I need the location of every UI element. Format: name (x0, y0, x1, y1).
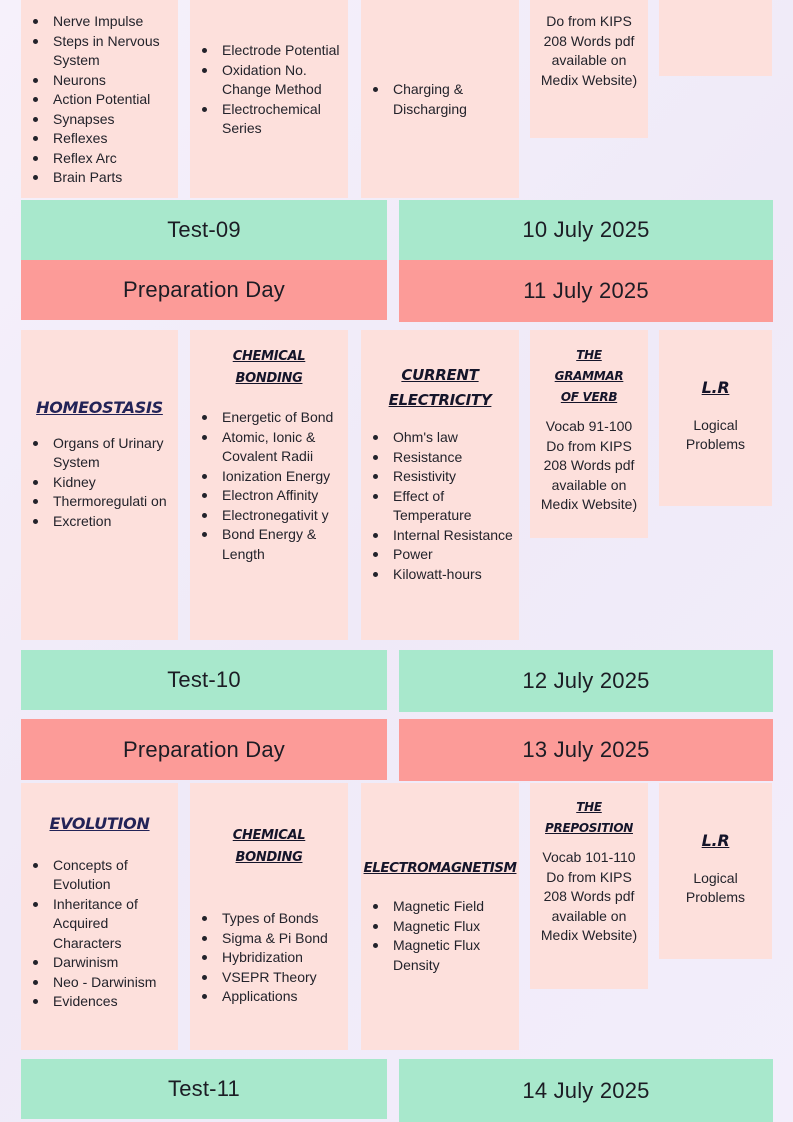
date-bar (399, 719, 773, 781)
topic-heading: CHEMICAL (232, 349, 306, 364)
chem-card (190, 330, 348, 640)
eng-vocab-text: Do from KIPS 208 Words pdf available on Medix Website) (540, 13, 638, 88)
list-item: Sigma & Pi Bond (222, 929, 348, 949)
eng-card (530, 783, 648, 989)
chem-topic-list (190, 41, 348, 139)
phys-topic-list (361, 897, 519, 975)
list-item: Darwinism (53, 953, 178, 973)
list-item: VSEPR Theory (222, 968, 348, 988)
list-item: Charging & Discharging (393, 80, 519, 119)
test-11-bar (21, 1059, 387, 1119)
list-item: Bond Energy & Length (222, 525, 348, 564)
date-label: 11 July 2025 (523, 278, 649, 303)
list-item: Electron Affinity (222, 486, 348, 506)
topic-heading: BONDING (235, 850, 303, 865)
date-label: 14 July 2025 (522, 1077, 650, 1103)
list-item: Nerve Impulse (53, 12, 178, 32)
bio-card-top (21, 0, 178, 198)
list-item: Magnetic Field (393, 897, 519, 917)
prep-label: Preparation Day (123, 277, 285, 302)
list-item: Reflexes (53, 129, 178, 149)
list-item: Brain Parts (53, 168, 178, 188)
date-bar (399, 200, 773, 260)
topic-heading: L.R (701, 831, 730, 850)
list-item: Electrochemical Series (222, 100, 348, 139)
list-item: Ohm's law (393, 428, 519, 448)
list-item: Oxidation No. Change Method (222, 61, 348, 100)
list-item: Kilowatt-hours (393, 565, 519, 585)
list-item: Applications (222, 987, 348, 1007)
list-item: Evidences (53, 992, 178, 1012)
chem-card-top (190, 0, 348, 198)
list-item: Thermoregulati on (53, 492, 178, 512)
list-item: Magnetic Flux Density (393, 936, 519, 975)
phys-card (361, 330, 519, 640)
topic-heading: THE (576, 800, 602, 814)
date-label: 12 July 2025 (522, 668, 650, 693)
list-item: Excretion (53, 512, 178, 532)
bio-card (21, 783, 178, 1050)
topic-heading: THE GRAMMAR (554, 348, 624, 383)
eng-vocab-text: Vocab 101-110 Do from KIPS 208 Words pdf available on Medix Website) (540, 849, 638, 943)
phys-topic-list (361, 428, 519, 584)
list-item: Hybridization (222, 948, 348, 968)
prep-label: Preparation Day (123, 736, 285, 762)
list-item: Electronegativit y (222, 506, 348, 526)
phys-topic-list (361, 80, 519, 119)
list-item: Magnetic Flux (393, 917, 519, 937)
topic-heading: EVOLUTION (49, 814, 150, 833)
lr-text: Logical Problems (685, 869, 746, 905)
bio-topic-list (21, 856, 178, 1012)
lr-card-top (659, 0, 772, 76)
list-item: Neo - Darwinism (53, 973, 178, 993)
list-item: Types of Bonds (222, 909, 348, 929)
list-item: Concepts of Evolution (53, 856, 178, 895)
list-item: Organs of Urinary System (53, 434, 178, 473)
topic-heading: ELECTRICITY (388, 391, 492, 409)
topic-heading: PREPOSITION (545, 821, 633, 835)
list-item: Kidney (53, 473, 178, 493)
phys-card-top (361, 0, 519, 198)
eng-card-top (530, 0, 648, 138)
list-item: Energetic of Bond (222, 408, 348, 428)
test-09-bar (21, 200, 387, 260)
bio-topic-list (21, 12, 178, 188)
list-item: Inheritance of Acquired Characters (53, 895, 178, 954)
chem-topic-list (190, 909, 348, 1007)
lr-card (659, 330, 772, 506)
list-item: Atomic, Ionic & Covalent Radii (222, 428, 348, 467)
date-bar (399, 1059, 773, 1122)
eng-vocab-text: Vocab 91-100 Do from KIPS 208 Words pdf available on Medix Website) (540, 418, 638, 512)
preparation-day-bar (21, 260, 387, 320)
date-bar (399, 260, 773, 322)
list-item: Synapses (53, 110, 178, 130)
topic-heading: HOMEOSTASIS (36, 398, 163, 417)
chem-card (190, 783, 348, 1050)
topic-heading: OF VERB (560, 390, 618, 404)
date-bar (399, 650, 773, 712)
date-label: 10 July 2025 (522, 217, 650, 242)
list-item: Action Potential (53, 90, 178, 110)
list-item: Ionization Energy (222, 467, 348, 487)
list-item: Resistance (393, 448, 519, 468)
phys-card (361, 783, 519, 1050)
topic-heading: L.R (701, 378, 730, 397)
list-item: Resistivity (393, 467, 519, 487)
list-item: Power (393, 545, 519, 565)
chem-topic-list (190, 408, 348, 564)
topic-heading: BONDING (235, 371, 303, 386)
test-10-bar (21, 650, 387, 710)
test-label: Test-09 (167, 217, 241, 242)
topic-heading: CHEMICAL (232, 828, 306, 843)
lr-text: Logical Problems (685, 416, 746, 452)
list-item: Electrode Potential (222, 41, 348, 61)
list-item: Reflex Arc (53, 149, 178, 169)
lr-card (659, 783, 772, 959)
list-item: Steps in Nervous System (53, 32, 178, 71)
list-item: Internal Resistance (393, 526, 519, 546)
topic-heading: CURRENT (401, 366, 479, 384)
preparation-day-bar (21, 719, 387, 780)
bio-card (21, 330, 178, 640)
eng-card (530, 330, 648, 538)
list-item: Effect of Temperature (393, 487, 519, 526)
date-label: 13 July 2025 (522, 737, 650, 762)
list-item: Neurons (53, 71, 178, 91)
topic-heading: ELECTROMAGNETISM (363, 860, 517, 876)
bio-topic-list (21, 434, 178, 532)
test-label: Test-11 (168, 1076, 240, 1101)
test-label: Test-10 (167, 667, 241, 692)
